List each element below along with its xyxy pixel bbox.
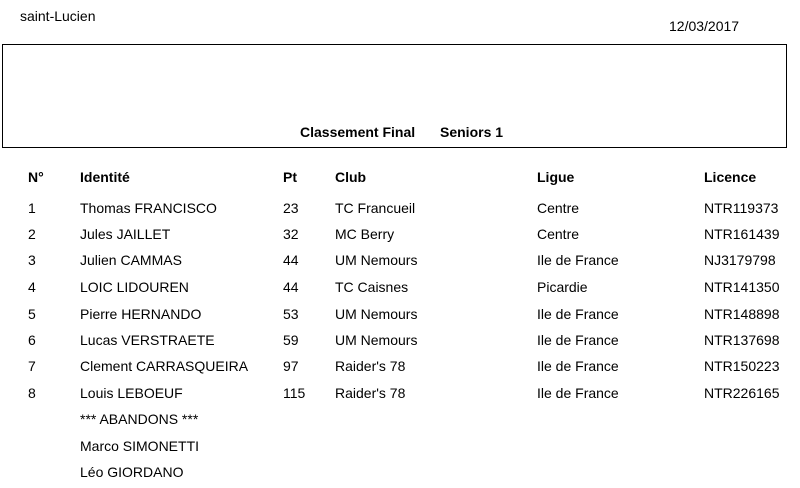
points-cell: 97 (283, 358, 299, 374)
category-title: Seniors 1 (440, 124, 504, 140)
column-header-ligue: Ligue (537, 169, 575, 185)
ligue-cell: Centre (537, 200, 580, 216)
ligue-cell: Centre (537, 226, 580, 242)
table-row (0, 279, 800, 299)
identity-cell: Lucas VERSTRAETE (80, 332, 215, 348)
ligue-cell: Ile de France (537, 252, 619, 268)
column-header-club: Club (335, 169, 367, 185)
licence-cell: NJ3179798 (704, 252, 776, 268)
licence-cell: NTR141350 (704, 279, 780, 295)
club-cell: UM Nemours (335, 306, 418, 322)
rank-cell: 3 (28, 252, 36, 268)
abandon-name: Marco SIMONETTI (80, 438, 200, 454)
points-cell: 23 (283, 200, 299, 216)
ligue-cell: Ile de France (537, 332, 619, 348)
ligue-cell: Ile de France (537, 358, 619, 374)
club-cell: UM Nemours (335, 252, 418, 268)
table-row (0, 306, 800, 326)
rank-cell: 1 (28, 200, 36, 216)
rank-cell: 7 (28, 358, 36, 374)
licence-cell: NTR161439 (704, 226, 780, 242)
club-cell: MC Berry (335, 226, 395, 242)
club-cell: Raider's 78 (335, 385, 406, 401)
table-row (0, 332, 800, 352)
identity-cell: Pierre HERNANDO (80, 306, 202, 322)
identity-cell: Clement CARRASQUEIRA (80, 358, 249, 374)
identity-cell: Louis LEBOEUF (80, 385, 183, 401)
ligue-cell: Ile de France (537, 306, 619, 322)
club-cell: UM Nemours (335, 332, 418, 348)
report-date: 12/03/2017 (669, 18, 740, 34)
column-header-points: Pt (283, 169, 297, 185)
rank-cell: 5 (28, 306, 36, 322)
table-row (0, 226, 800, 246)
identity-cell: Julien CAMMAS (80, 252, 182, 268)
rank-cell: 8 (28, 385, 36, 401)
abandon-name: Léo GIORDANO (80, 464, 184, 480)
points-cell: 59 (283, 332, 299, 348)
club-cell: Raider's 78 (335, 358, 406, 374)
column-header-identity: Identité (80, 169, 130, 185)
licence-cell: NTR148898 (704, 306, 780, 322)
club-cell: TC Francueil (335, 200, 416, 216)
table-row (0, 385, 800, 405)
ligue-cell: Picardie (537, 279, 588, 295)
rank-cell: 6 (28, 332, 36, 348)
column-header-num: N° (28, 169, 44, 185)
club-cell: TC Caisnes (335, 279, 409, 295)
table-row (0, 252, 800, 272)
table-row (0, 200, 800, 220)
points-cell: 32 (283, 226, 299, 242)
points-cell: 44 (283, 279, 299, 295)
table-row (0, 358, 800, 378)
licence-cell: NTR150223 (704, 358, 780, 374)
points-cell: 44 (283, 252, 299, 268)
ranking-title: Classement Final (300, 124, 416, 140)
identity-cell: Thomas FRANCISCO (80, 200, 217, 216)
column-header-licence: Licence (704, 169, 757, 185)
points-cell: 115 (283, 385, 306, 401)
points-cell: 53 (283, 306, 299, 322)
rank-cell: 4 (28, 279, 36, 295)
licence-cell: NTR119373 (704, 200, 779, 216)
identity-cell: Jules JAILLET (80, 226, 171, 242)
licence-cell: NTR226165 (704, 385, 780, 401)
venue-name: saint-Lucien (20, 8, 96, 24)
abandons-label: *** ABANDONS *** (80, 411, 199, 427)
licence-cell: NTR137698 (704, 332, 780, 348)
rank-cell: 2 (28, 226, 36, 242)
ligue-cell: Ile de France (537, 385, 619, 401)
identity-cell: LOIC LIDOUREN (80, 279, 189, 295)
